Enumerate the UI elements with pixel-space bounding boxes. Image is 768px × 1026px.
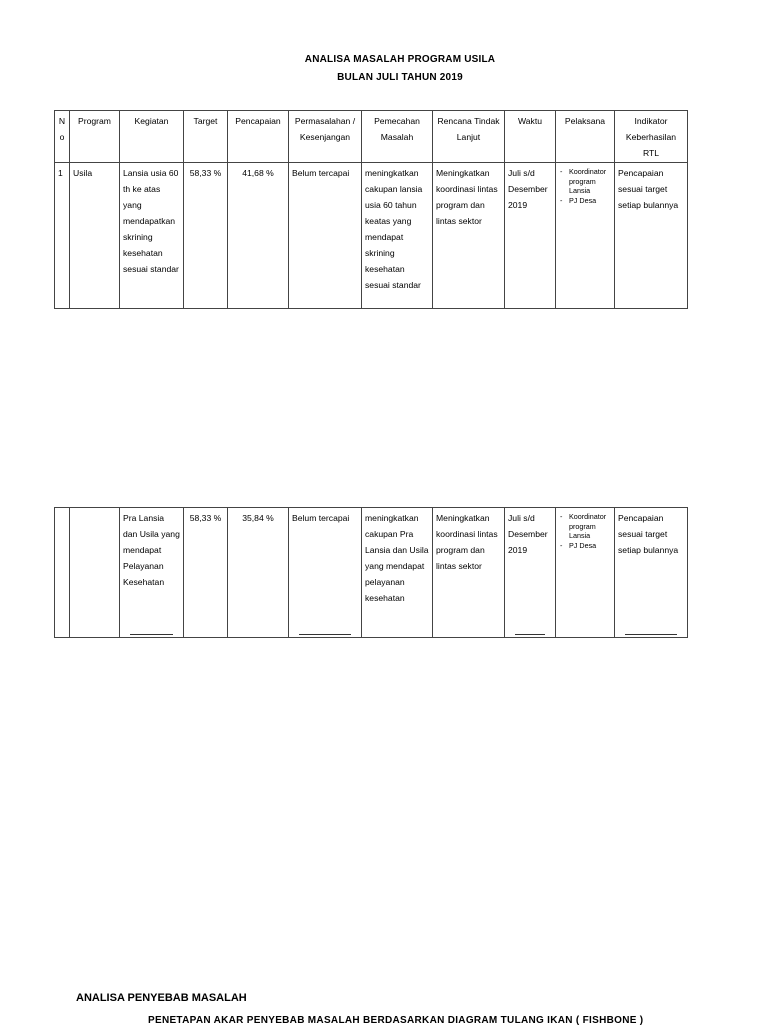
table-row [55, 508, 688, 638]
analysis-table [54, 110, 688, 309]
cell-waktu: Juli s/d Desember 2019 [505, 163, 556, 309]
header-no: N o [55, 111, 70, 163]
section-heading: ANALISA PENYEBAB MASALAH [76, 992, 247, 1004]
cell-pemecahan: meningkatkan cakupan lansia usia 60 tahun keatas yang mendapat skrining kesehatan sesuai standar [362, 163, 433, 309]
cell-indikator-text: Pencapaian sesuai target setiap bulannya [618, 513, 679, 555]
cell-pemecahan: meningkatkan cakupan Pra Lansia dan Usila yang mendapat pelayanan kesehatan [362, 508, 433, 638]
cell-no [55, 508, 70, 638]
header-target: Target [184, 111, 228, 163]
table-header-row [55, 111, 688, 163]
header-rencana: Rencana Tindak Lanjut [433, 111, 505, 163]
cell-program: Usila [70, 163, 120, 309]
cell-rencana: Meningkatkan koordinasi lintas program dan lintas sektor [433, 508, 505, 638]
header-waktu: Waktu [505, 111, 556, 163]
header-pencapaian: Pencapaian [228, 111, 289, 163]
table-row [55, 163, 688, 309]
cell-permasalahan-text: Belum tercapai [292, 513, 350, 523]
cell-waktu-text: Juli s/d Desember 2019 [508, 513, 548, 555]
pelaksana-item: - PJ Desa [559, 196, 611, 206]
cell-pelaksana [556, 508, 615, 638]
cell-pelaksana [556, 163, 615, 309]
analysis-table-continued [54, 507, 688, 638]
header-permasalahan: Permasalahan / Kesenjangan [289, 111, 362, 163]
cell-kegiatan [120, 508, 184, 638]
cell-pencapaian: 35,84 % [228, 508, 289, 638]
cell-target: 58,33 % [184, 163, 228, 309]
cell-kegiatan-text: Pra Lansia dan Usila yang mendapat Pelayanan Kesehatan [123, 513, 180, 587]
cell-indikator: Pencapaian sesuai target setiap bulannya [615, 163, 688, 309]
cell-kegiatan: Lansia usia 60 th ke atas yang mendapatkan skrining kesehatan sesuai standar [120, 163, 184, 309]
pelaksana-item: - Koordinator program Lansia [559, 512, 611, 541]
header-program: Program [70, 111, 120, 163]
pelaksana-item: - Koordinator program Lansia [559, 167, 611, 196]
cell-rencana: Meningkatkan koordinasi lintas program dan lintas sektor [433, 163, 505, 309]
cell-underline [515, 634, 545, 635]
cell-underline [299, 634, 351, 635]
header-indikator: Indikator Keberhasilan RTL [615, 111, 688, 163]
header-pemecahan: Pemecahan Masalah [362, 111, 433, 163]
pelaksana-item: - PJ Desa [559, 541, 611, 551]
cell-underline [625, 634, 677, 635]
cell-target: 58,33 % [184, 508, 228, 638]
document-title: ANALISA MASALAH PROGRAM USILA [304, 54, 496, 65]
cell-indikator [615, 508, 688, 638]
section-subheading: PENETAPAN AKAR PENYEBAB MASALAH BERDASARKAN DIAGRAM TULANG IKAN ( FISHBONE ) [148, 1015, 644, 1026]
header-pelaksana: Pelaksana [556, 111, 615, 163]
document-subtitle: BULAN JULI TAHUN 2019 [337, 72, 463, 83]
cell-program [70, 508, 120, 638]
header-kegiatan: Kegiatan [120, 111, 184, 163]
cell-permasalahan [289, 508, 362, 638]
cell-waktu [505, 508, 556, 638]
cell-permasalahan: Belum tercapai [289, 163, 362, 309]
cell-underline [130, 634, 173, 635]
cell-pencapaian: 41,68 % [228, 163, 289, 309]
cell-no: 1 [55, 163, 70, 309]
